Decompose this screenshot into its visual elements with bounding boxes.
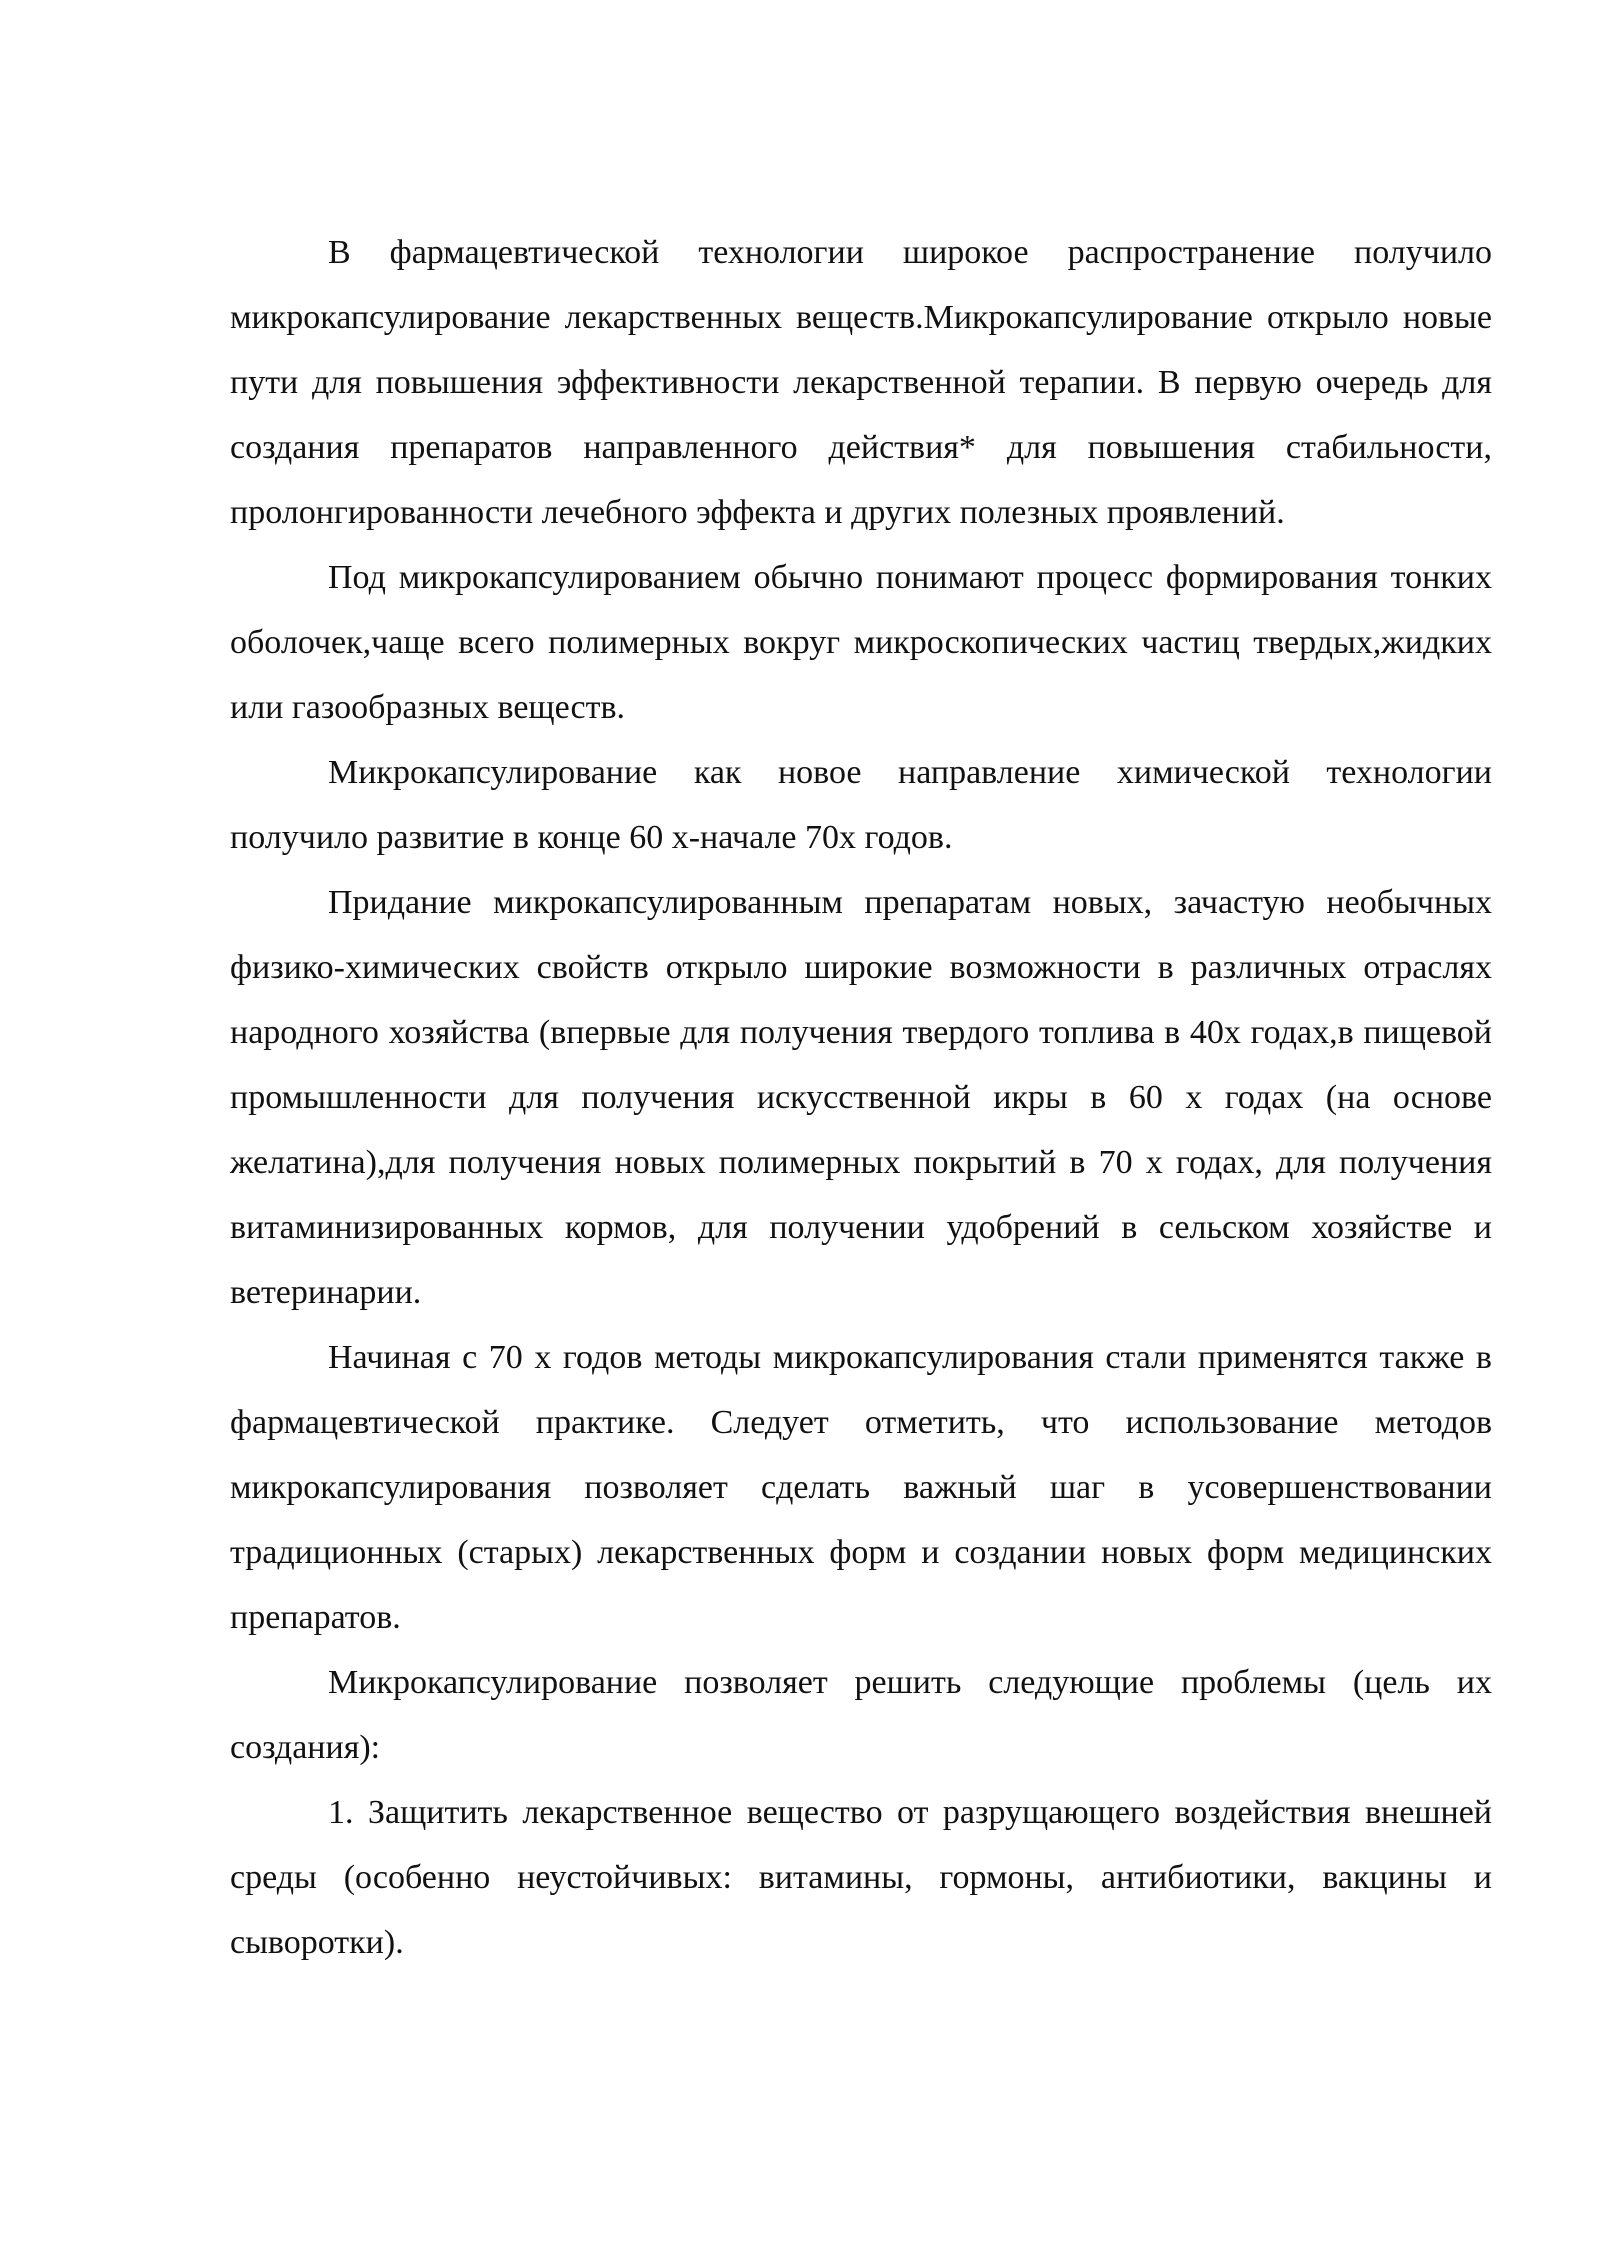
paragraph-3: Микрокапсулирование как новое направление химической технологии получило развитие в конце 60 х-начале 70х годов. bbox=[230, 754, 1492, 856]
paragraph-6: Микрокапсулирование позволяет решить следующие проблемы (цель их создания): bbox=[230, 1664, 1492, 1766]
paragraph-1: В фармацевтической технологии широкое распространение получило микрокапсулирование лекарственных веществ.Микрокапсулирование открыло новые пути для повышения эффективности лекарственной терапии. В первую очередь для создания препаратов направленного действия* для повышения стабильности, пролонгированности лечебного эффекта и других полезных проявлений. bbox=[230, 234, 1492, 531]
paragraph-4: Придание микрокапсулированным препаратам новых, зачастую необычных физико-химических свойств открыло широкие возможности в различных отраслях народного хозяйства (впервые для получения твердого топлива в 40х годах,в пищевой промышленности для получения искусственной икры в 60 х годах (на основе желатина),для получения новых полимерных покрытий в 70 х годах, для получения витаминизированных кормов, для получении удобрений в сельском хозяйстве и ветеринарии. bbox=[230, 884, 1492, 1311]
paragraph-5: Начиная с 70 х годов методы микрокапсулирования стали применятся также в фармацевтической практике. Следует отметить, что использование методов микрокапсулирования позволяет сделать важный шаг в усовершенствовании традиционных (старых) лекарственных форм и создании новых форм медицинских препаратов. bbox=[230, 1339, 1492, 1636]
document-page bbox=[230, 220, 1492, 1975]
paragraph-2: Под микрокапсулированием обычно понимают процесс формирования тонких оболочек,чаще всего полимерных вокруг микроскопических частиц твердых,жидких или газообразных веществ. bbox=[230, 559, 1492, 726]
paragraph-7: 1. Защитить лекарственное вещество от разрущающего воздействия внешней среды (особенно неустойчивых: витамины, гормоны, антибиотики, вакцины и сыворотки). bbox=[230, 1794, 1492, 1961]
